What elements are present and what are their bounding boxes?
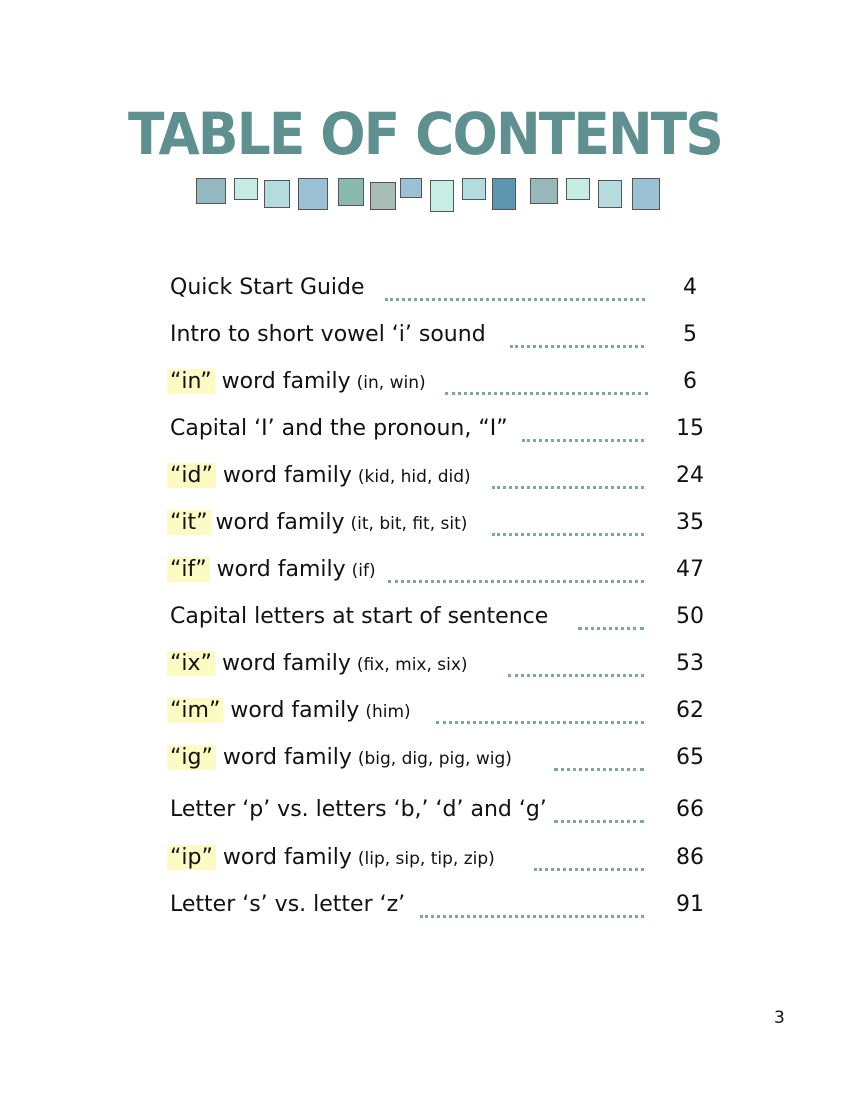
decor-square [462, 178, 486, 200]
entry-title: Intro to short vowel ‘i’ sound [170, 322, 486, 347]
decor-square [492, 178, 516, 210]
entry-examples: (fix, mix, six) [356, 655, 468, 675]
entry-examples: (if) [351, 561, 376, 581]
dot-leader [554, 768, 644, 771]
decor-square [598, 180, 622, 208]
toc-entry[interactable] [170, 369, 730, 399]
word-family-highlight: “ig” [167, 745, 216, 770]
entry-page: 24 [676, 463, 704, 488]
toc-entry[interactable] [170, 275, 730, 305]
toc-entry[interactable] [170, 892, 730, 922]
dot-leader [420, 915, 644, 918]
entry-page: 53 [676, 651, 704, 676]
word-family-highlight: “id” [167, 463, 216, 488]
dot-leader [508, 674, 644, 677]
dot-leader [554, 820, 644, 823]
entry-page: 86 [676, 845, 704, 870]
dot-leader [534, 868, 644, 871]
decor-square [298, 178, 328, 210]
entry-title: Capital ‘I’ and the pronoun, “I” [170, 416, 508, 441]
word-family-highlight: “ix” [167, 651, 215, 676]
decor-square [530, 178, 558, 204]
entry-page: 35 [676, 510, 704, 535]
decor-square [196, 178, 226, 204]
entry-title: Letter ‘s’ vs. letter ‘z’ [170, 892, 406, 917]
word-family-highlight: “if” [167, 557, 210, 582]
word-family-highlight: “im” [167, 698, 223, 723]
toc-entry[interactable] [170, 745, 730, 775]
page-title: TABLE OF CONTENTS [128, 100, 722, 168]
entry-page: 65 [676, 745, 704, 770]
decor-square [400, 178, 422, 198]
decor-square [338, 178, 364, 206]
entry-page: 47 [676, 557, 704, 582]
entry-title: Letter ‘p’ vs. letters ‘b,’ ‘d’ and ‘g’ [170, 797, 547, 822]
toc-entry[interactable] [170, 604, 730, 634]
decor-square [264, 180, 290, 208]
toc-entry[interactable] [170, 797, 730, 827]
entry-page: 4 [683, 275, 697, 300]
entry-title: word family [221, 651, 351, 676]
toc-entry[interactable] [170, 510, 730, 540]
dot-leader [510, 345, 644, 348]
entry-page: 50 [676, 604, 704, 629]
entry-examples: (him) [365, 702, 411, 722]
entry-examples: (in, win) [356, 373, 426, 393]
entry-page: 62 [676, 698, 704, 723]
dot-leader [492, 486, 644, 489]
decor-square [566, 178, 590, 200]
dot-leader [436, 721, 644, 724]
entry-page: 91 [676, 892, 704, 917]
entry-page: 15 [676, 416, 704, 441]
dot-leader [388, 580, 644, 583]
entry-page: 66 [676, 797, 704, 822]
entry-examples: (kid, hid, did) [357, 467, 471, 487]
toc-entry[interactable] [170, 416, 730, 446]
entry-title: word family [215, 510, 345, 535]
word-family-highlight: “it” [167, 510, 211, 535]
toc-entry[interactable] [170, 845, 730, 875]
entry-examples: (it, bit, fit, sit) [350, 514, 468, 534]
toc-entry[interactable] [170, 322, 730, 352]
entry-title: word family [222, 745, 352, 770]
entry-title: Quick Start Guide [170, 275, 365, 300]
decor-square [234, 178, 258, 200]
decor-square [430, 180, 454, 212]
entry-examples: (lip, sip, tip, zip) [357, 849, 495, 869]
entry-title: Capital letters at start of sentence [170, 604, 549, 629]
toc-entry[interactable] [170, 651, 730, 681]
dot-leader [385, 298, 645, 301]
decorative-squares [196, 176, 666, 216]
entry-page: 5 [683, 322, 697, 347]
entry-title: word family [222, 463, 352, 488]
entry-title: word family [216, 557, 346, 582]
word-family-highlight: “ip” [167, 845, 216, 870]
entry-examples: (big, dig, pig, wig) [357, 749, 512, 769]
dot-leader [522, 439, 644, 442]
dot-leader [492, 533, 644, 536]
entry-title: word family [222, 845, 352, 870]
word-family-highlight: “in” [167, 369, 215, 394]
page-number: 3 [774, 1008, 785, 1028]
decor-square [370, 182, 396, 210]
dot-leader [445, 392, 648, 395]
entry-title: word family [230, 698, 360, 723]
toc-entry[interactable] [170, 557, 730, 587]
entry-page: 6 [683, 369, 697, 394]
entry-title: word family [221, 369, 351, 394]
toc-entry[interactable] [170, 463, 730, 493]
dot-leader [578, 627, 644, 630]
toc-entry[interactable] [170, 698, 730, 728]
decor-square [632, 178, 660, 210]
